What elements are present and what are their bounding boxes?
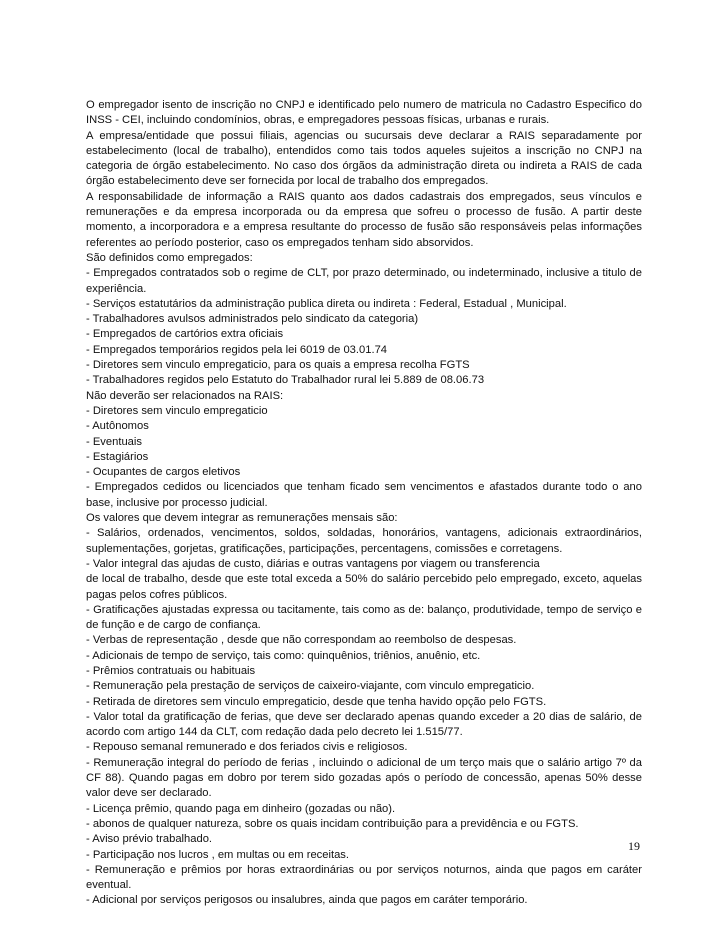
paragraph: - Adicional por serviços perigosos ou insalubres, ainda que pagos em caráter temporário.	[86, 894, 528, 907]
paragraph: - Gratificações ajustadas expressa ou tacitamente, tais como as de: balanço, produtividade, tempo de serviço e de função e de cargo de confiança.	[86, 603, 642, 632]
paragraph: - Autônomos	[86, 420, 149, 433]
paragraph: - Trabalhadores avulsos administrados pelo sindicato da categoria)	[86, 313, 419, 326]
paragraph: - Serviços estatutários da administração publica direta ou indireta : Federal, Estadual , Municipal.	[86, 297, 567, 310]
paragraph: - Repouso semanal remunerado e dos feriados civis e religiosos.	[86, 741, 408, 754]
paragraph: de local de trabalho, desde que este total exceda a 50% do salário percebido pelo empregado, exceto, aquelas pagas pelos cofres públicos.	[86, 573, 642, 601]
paragraph: - Ocupantes de cargos eletivos	[86, 466, 241, 479]
paragraph: - Remuneração e prêmios por horas extraordinárias ou por serviços noturnos, ainda que pagos em caráter eventual.	[86, 863, 642, 892]
document-body	[86, 98, 642, 909]
paragraph: - Prêmios contratuais ou habituais	[86, 664, 256, 677]
paragraph: - Remuneração pela prestação de serviços de caixeiro-viajante, com vinculo empregaticio.	[86, 680, 535, 693]
paragraph: São definidos como empregados:	[86, 251, 253, 264]
paragraph: - Empregados contratados sob o regime de CLT, por prazo determinado, ou indeterminado, inclusive a titulo de experiência.	[86, 267, 642, 295]
paragraph: A responsabilidade de informação a RAIS quanto aos dados cadastrais dos empregados, seus vínculos e remunerações e da empresa incorporada ou da empresa que sofreu o processo de fusão. A partir deste momento, a incorporadora e a empresa resultante do processo de fusão são responsáveis pelas informações referentes ao período posterior, caso os empregados tenham sido absorvidos.	[86, 190, 642, 249]
paragraph: - Empregados temporários regidos pela lei 6019 de 03.01.74	[86, 343, 388, 356]
paragraph: - Empregados cedidos ou licenciados que tenham ficado sem vencimentos e afastados durante todo o ano base, inclusive por processo judicial.	[86, 481, 642, 509]
paragraph: - Remuneração integral do período de ferias , incluindo o adicional de um terço mais que o salário artigo 7º da CF 88). Quando pagas em dobro por terem sido gozadas após o período de concessão, apenas 50% desse valor deve ser declarado.	[86, 756, 642, 800]
paragraph: - Verbas de representação , desde que não correspondam ao reembolso de despesas.	[86, 634, 517, 647]
paragraph: - Estagiários	[86, 450, 149, 463]
paragraph: - Salários, ordenados, vencimentos, soldos, soldadas, honorários, vantagens, adicionais extraordinários, suplementações, gorjetas, gratificações, participações, percentagens, comissões e corretagens.	[86, 527, 642, 555]
paragraph: - Licença prêmio, quando paga em dinheiro (gozadas ou não).	[86, 802, 396, 815]
paragraph: - Adicionais de tempo de serviço, tais como: quinquênios, triênios, anuênio, etc.	[86, 649, 481, 662]
page-number: 19	[628, 839, 640, 853]
paragraph: - Trabalhadores regidos pelo Estatuto do Trabalhador rural lei 5.889 de 08.06.73	[86, 374, 485, 387]
paragraph: O empregador isento de inscrição no CNPJ e identificado pelo numero de matricula no Cadastro Especifico do INSS - CEI, incluindo condomínios, obras, e empregadores pessoas físicas, urbanas e rurais.	[86, 99, 642, 127]
paragraph: - Valor integral das ajudas de custo, diárias e outras vantagens por viagem ou transferencia	[86, 557, 540, 570]
paragraph: - Diretores sem vinculo empregaticio, para os quais a empresa recolha FGTS	[86, 359, 470, 372]
paragraph: A empresa/entidade que possui filiais, agencias ou sucursais deve declarar a RAIS separadamente por estabelecimento (local de trabalho), entendidos como tais todos aqueles sujeitos a inscrição no CNPJ na categoria de órgão estabelecimento. No caso dos órgãos da administração direta ou indireta a RAIS de cada órgão estabelecimento deve ser fornecida por local de trabalho dos empregados.	[86, 129, 642, 188]
paragraph: Não deverão ser relacionados na RAIS:	[86, 389, 284, 402]
paragraph: - Valor total da gratificação de ferias, que deve ser declarado apenas quando exceder a 20 dias de salário, de acordo com artigo 144 da CLT, com redação dada pelo decreto lei 1.515/77.	[86, 710, 642, 739]
paragraph: Os valores que devem integrar as remunerações mensais são:	[86, 512, 398, 525]
paragraph: - Participação nos lucros , em multas ou em receitas.	[86, 848, 350, 861]
paragraph: - abonos de qualquer natureza, sobre os quais incidam contribuição para a previdência e ou FGTS.	[86, 817, 579, 830]
paragraph: - Retirada de diretores sem vinculo empregaticio, desde que tenha havido opção pelo FGTS.	[86, 695, 547, 708]
paragraph: - Empregados de cartórios extra oficiais	[86, 328, 284, 341]
paragraph: - Eventuais	[86, 435, 142, 448]
paragraph: - Diretores sem vinculo empregaticio	[86, 404, 268, 417]
paragraph: - Aviso prévio trabalhado.	[86, 833, 213, 846]
